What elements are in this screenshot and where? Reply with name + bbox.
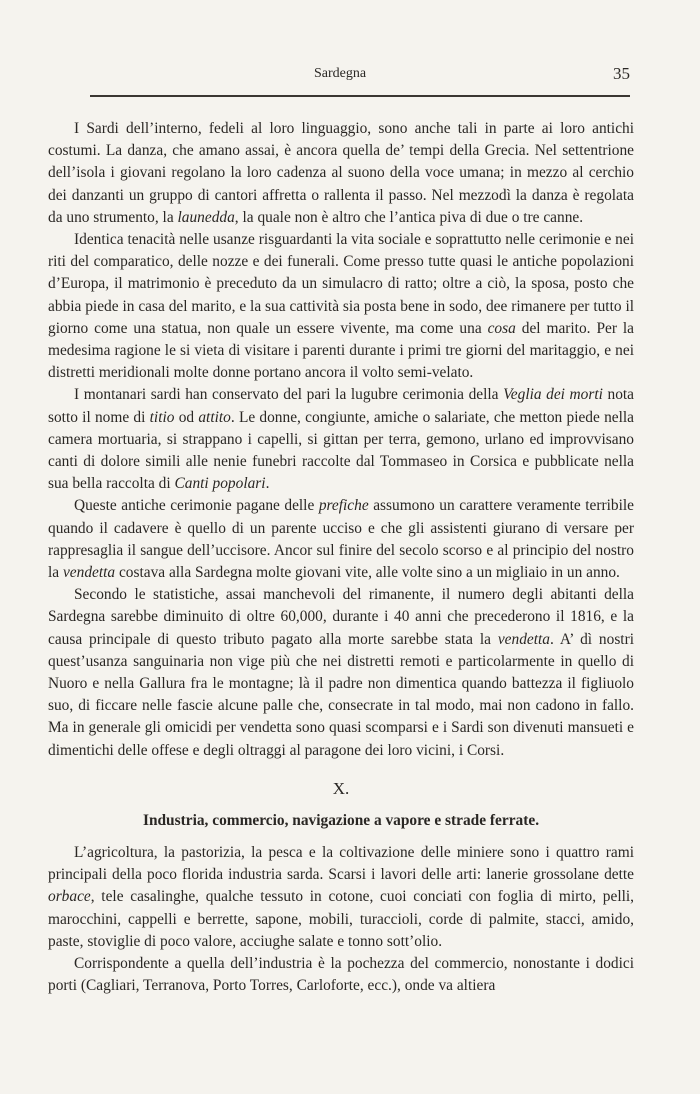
italic-term: attito (198, 408, 231, 426)
text-run: od (174, 408, 199, 426)
text-run: , tele casalinghe, qualche tessuto in cotone, cuoi conciati con foglia di mirto, pelli, marocchini, cappelli e berrette, sapone, mobili, turaccioli, corde di palmite, stacci, amido, paste, stoviglie di poco valore, acciughe salate e tonno sott’olio. (48, 888, 634, 950)
italic-term: Veglia dei morti (503, 386, 603, 404)
page-body (48, 118, 634, 997)
paragraph (48, 953, 634, 997)
italic-term: vendetta (62, 564, 116, 582)
text-run: Queste antiche cerimonie pagane delle (74, 497, 319, 515)
section-title: Industria, commercio, navigazione a vapore e strade ferrate. (142, 811, 540, 829)
paragraph (48, 118, 634, 229)
text-run: Secondo le statistiche, assai manchevoli del rimanente, il numero degli abitanti della Sardegna sarebbe diminuito di oltre 60,000, durante i 40 anni che precederono il 1816, e la causa principale di questo tributo pagato alla morte sarebbe stata la (48, 586, 634, 648)
section-number: X. (332, 778, 350, 798)
text-run: I Sardi dell’interno, fedeli al loro linguaggio, sono anche tali in parte ai loro antichi costumi. La danza, che amano assai, è ancora quella de’ tempi della Grecia. Nel settentrione dell’isola i giovani regolano la loro cadenza al suono della voce umana; in mezzo al cerchio dei danzanti un gruppo di cantori affretta o rallenta il passo. Nel mezzodì la danza è regolata da uno strumento, la (48, 120, 634, 226)
header-rule (90, 95, 630, 97)
text-run: del marito. Per la medesima ragione le si vieta di visitare i parenti durante i primi tre giorni del maritaggio, e nei distretti meridionali molte donne portano ancora il volto semi-velato. (48, 319, 634, 382)
italic-term: titio (149, 408, 175, 426)
page-number: 35 (613, 64, 630, 83)
paragraph (48, 229, 634, 384)
italic-term: prefiche (318, 497, 369, 515)
text-run: costava alla Sardegna molte giovani vite, alle volte sino a un migliaio in un anno. (115, 564, 620, 582)
text-run: I montanari sardi han conservato del pari la lugubre cerimonia della (74, 386, 504, 404)
italic-term: cosa (487, 319, 516, 337)
text-run: . A’ dì nostri quest’usanza sanguinaria non vige più che nei distretti remoti e particolarmente in quello di Nuoro e nella Gallura fra le montagne; là il padre non dimentica quando battezza il figliuolo suo, di ficcare nelle fascie alcune palle che, consecrate in tal modo, mai non cadono in fallo. Ma in generale gli omicidi per vendetta sono quasi scomparsi e i Sardi son divenuti mansueti e dimentichi delle offese e degli oltraggi al paragone dei loro vicini, i Corsi. (48, 630, 634, 759)
italic-term: orbace (48, 888, 91, 906)
italic-term: Canti popolari (174, 475, 266, 493)
paragraph-group-1 (48, 118, 634, 762)
paragraph (48, 384, 634, 495)
text-run: . Le donne, congiunte, amiche o salariate, che metton piede nella camera mortuaria, si strappano i capelli, si gittan per terra, gemono, urlano ed improvvisano canti di dolore simili alle nenie funebri raccolte dal Tommaseo in Corsica e pubblicate nella sua bella raccolta di (48, 408, 634, 493)
text-run: . (265, 475, 270, 493)
running-title: Sardegna (314, 66, 367, 81)
text-run: assumono un carattere veramente terribile quando il cadavere è quello di un parente ucciso e che gli assistenti giurano di versare per rappresaglia il sangue dell’uccisore. Ancor sul finire del secolo scorso e al principio del nostro la (48, 497, 634, 582)
text-run: , la quale non è altro che l’antica piva di due o tre canne. (234, 208, 584, 226)
text-run: L’agricoltura, la pastorizia, la pesca e la coltivazione delle miniere sono i quattro rami principali della poco florida industria sarda. Scarsi i lavori delle arti: lanerie grossolane dette (48, 843, 634, 884)
paragraph-group-2 (48, 842, 634, 997)
text-run: Corrispondente a quella dell’industria è la pochezza del commercio, nonostante i dodici porti (Cagliari, Terranova, Porto Torres, Carloforte, ecc.), onde va altiera (48, 954, 634, 995)
text-run: nota sotto il nome di (48, 386, 634, 426)
italic-term: launedda (177, 208, 235, 226)
running-header (90, 62, 630, 84)
italic-term: vendetta (497, 630, 550, 648)
paragraph (48, 842, 634, 953)
paragraph (48, 584, 634, 762)
text-run: Identica tenacità nelle usanze risguardanti la vita sociale e soprattutto nelle cerimonie e nei riti del comparatico, delle nozze e dei funerali. Come presso tutte quasi le antiche popolazioni d’Europa, il matrimonio è preceduto da un simulacro di ratto; oltre a ciò, la sposa, posto che abbia piede in casa del marito, e la sua cattività sia posta bene in sodo, dee rimanere per tutto il giorno come una statua, non quale un essere vivente, ma come una (48, 231, 634, 337)
paragraph (48, 495, 634, 584)
